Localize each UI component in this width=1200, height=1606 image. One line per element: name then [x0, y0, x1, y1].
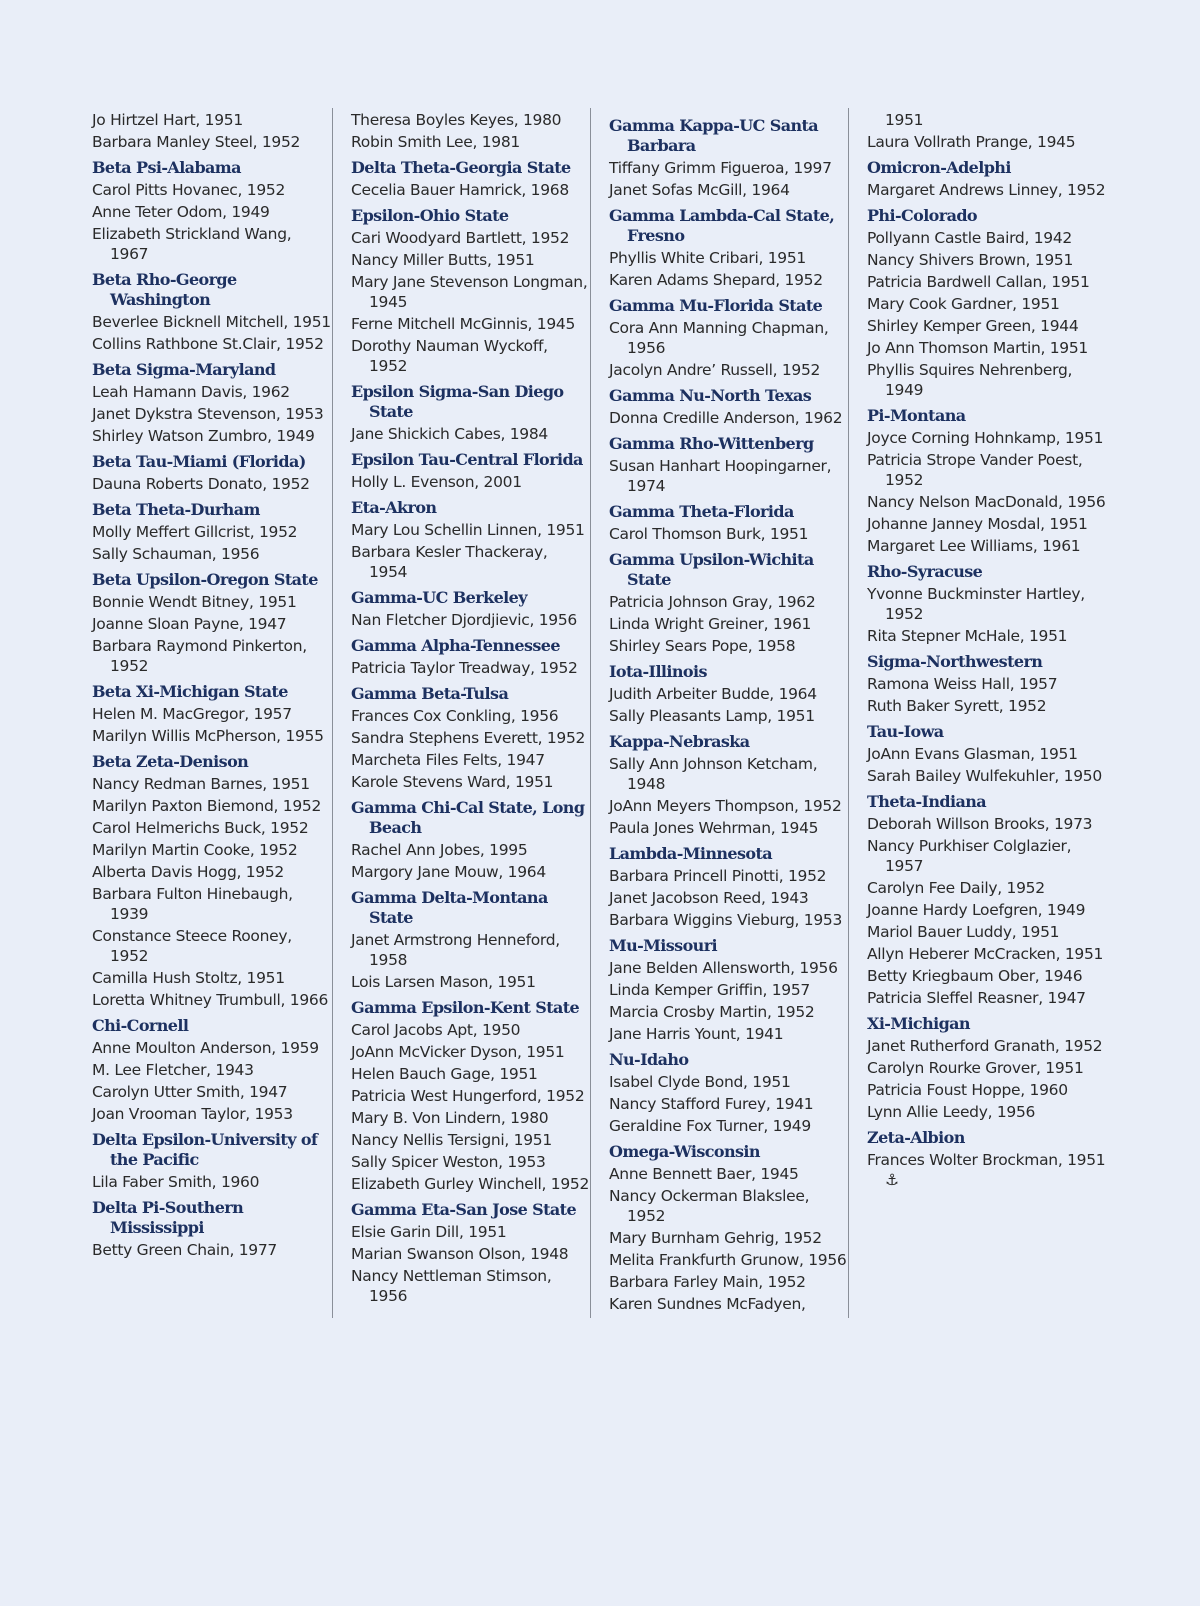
chapter-heading: Zeta-Albion: [867, 1128, 965, 1147]
member-entry: Shirley Sears Pope, 1958: [609, 637, 796, 655]
member-entry: Patricia Sleffel Reasner, 1947: [867, 989, 1086, 1007]
member-entry: Janet Dykstra Stevenson, 1953: [92, 405, 324, 423]
member-entry: Molly Meffert Gillcrist, 1952: [92, 523, 298, 541]
member-entry: Betty Green Chain, 1977: [92, 1241, 277, 1259]
member-entry: Nancy Redman Barnes, 1951: [92, 775, 310, 793]
member-entry: Holly L. Evenson, 2001: [351, 473, 522, 491]
member-entry: Leah Hamann Davis, 1962: [92, 383, 290, 401]
chapter-heading: Gamma Mu-Florida State: [609, 296, 823, 315]
member-entry: Lynn Allie Leedy, 1956: [867, 1103, 1036, 1121]
member-entry: Janet Sofas McGill, 1964: [609, 181, 790, 199]
member-entry: Rachel Ann Jobes, 1995: [351, 841, 528, 859]
member-entry: Frances Cox Conkling, 1956: [351, 707, 559, 725]
member-entry: Carol Jacobs Apt, 1950: [351, 1021, 521, 1039]
member-entry: Jane Belden Allensworth, 1956: [609, 959, 838, 977]
member-entry: Nan Fletcher Djordjievic, 1956: [351, 611, 577, 629]
member-entry: Patricia Foust Hoppe, 1960: [867, 1081, 1068, 1099]
member-entry: Nancy Ockerman Blakslee, 1952: [609, 1187, 810, 1225]
member-entry: Marilyn Willis McPherson, 1955: [92, 727, 324, 745]
member-entry: Nancy Purkhiser Colglazier, 1957: [867, 837, 1072, 875]
chapter-heading: Eta-Akron: [351, 498, 437, 517]
member-entry: Ruth Baker Syrett, 1952: [867, 697, 1047, 715]
chapter-heading: Kappa-Nebraska: [609, 732, 750, 751]
member-entry: Marian Swanson Olson, 1948: [351, 1245, 569, 1263]
member-entry: Patricia Taylor Treadway, 1952: [351, 659, 578, 677]
member-entry: Ferne Mitchell McGinnis, 1945: [351, 315, 576, 333]
member-entry: Barbara Kesler Thackeray, 1954: [351, 543, 548, 581]
chapter-heading: Beta Theta-Durham: [92, 500, 260, 519]
member-entry: Ramona Weiss Hall, 1957: [867, 675, 1058, 693]
member-entry: Sally Schauman, 1956: [92, 545, 260, 563]
member-entry: Robin Smith Lee, 1981: [351, 133, 520, 151]
member-entry: Janet Armstrong Henneford, 1958: [351, 931, 560, 969]
member-entry: Allyn Heberer McCracken, 1951: [867, 945, 1104, 963]
member-entry: Mary Lou Schellin Linnen, 1951: [351, 521, 585, 539]
member-entry: Joyce Corning Hohnkamp, 1951: [867, 429, 1104, 447]
member-entry: Barbara Manley Steel, 1952: [92, 133, 301, 151]
chapter-heading: Gamma Delta-Montana State: [351, 888, 548, 927]
chapter-heading: Gamma Nu-North Texas: [609, 386, 812, 405]
member-entry: Karen Sundnes McFadyen,: [609, 1295, 806, 1313]
column-1: [92, 108, 332, 1318]
member-entry: Mary Burnham Gehrig, 1952: [609, 1229, 822, 1247]
chapter-heading: Gamma Lambda-Cal State, Fresno: [609, 206, 835, 245]
member-entry: Carol Helmerichs Buck, 1952: [92, 819, 309, 837]
chapter-heading: Tau-Iowa: [867, 722, 944, 741]
member-entry: Camilla Hush Stoltz, 1951: [92, 969, 285, 987]
member-entry: Melita Frankfurth Grunow, 1956: [609, 1251, 847, 1269]
chapter-heading: Beta Tau-Miami (Florida): [92, 452, 306, 471]
member-entry: Dorothy Nauman Wyckoff, 1952: [351, 337, 548, 375]
member-entry: Nancy Stafford Furey, 1941: [609, 1095, 814, 1113]
chapter-heading: Delta Theta-Georgia State: [351, 158, 571, 177]
member-entry: Carolyn Utter Smith, 1947: [92, 1083, 288, 1101]
member-entry: Patricia West Hungerford, 1952: [351, 1087, 585, 1105]
member-entry: Pollyann Castle Baird, 1942: [867, 229, 1072, 247]
chapter-heading: Epsilon-Ohio State: [351, 206, 509, 225]
chapter-heading: Gamma Alpha-Tennessee: [351, 636, 560, 655]
member-entry: Jane Harris Yount, 1941: [609, 1025, 784, 1043]
member-entry: Shirley Watson Zumbro, 1949: [92, 427, 315, 445]
chapter-heading: Pi-Montana: [867, 406, 966, 425]
member-entry: Jacolyn Andre’ Russell, 1952: [609, 361, 821, 379]
in-memoriam-list: [92, 108, 1112, 1318]
chapter-heading: Gamma Rho-Wittenberg: [609, 434, 814, 453]
member-entry: Linda Wright Greiner, 1961: [609, 615, 812, 633]
member-entry: Mary B. Von Lindern, 1980: [351, 1109, 549, 1127]
member-entry: Paula Jones Wehrman, 1945: [609, 819, 819, 837]
chapter-heading: Phi-Colorado: [867, 206, 977, 225]
chapter-heading: Rho-Syracuse: [867, 562, 983, 581]
member-entry: Barbara Princell Pinotti, 1952: [609, 867, 827, 885]
member-entry: Barbara Wiggins Vieburg, 1953: [609, 911, 843, 929]
member-entry: Carol Thomson Burk, 1951: [609, 525, 809, 543]
chapter-heading: Beta Rho-George Washington: [92, 270, 237, 309]
member-entry: Mary Cook Gardner, 1951: [867, 295, 1060, 313]
chapter-heading: Beta Psi-Alabama: [92, 158, 241, 177]
member-entry: Carolyn Fee Daily, 1952: [867, 879, 1045, 897]
member-entry: Laura Vollrath Prange, 1945: [867, 133, 1076, 151]
member-entry: Janet Jacobson Reed, 1943: [609, 889, 809, 907]
chapter-heading: Gamma Chi-Cal State, Long Beach: [351, 798, 585, 837]
member-entry: Nancy Nellis Tersigni, 1951: [351, 1131, 552, 1149]
member-entry: Johanne Janney Mosdal, 1951: [867, 515, 1088, 533]
chapter-heading: Sigma-Northwestern: [867, 652, 1043, 671]
member-entry: Geraldine Fox Turner, 1949: [609, 1117, 811, 1135]
member-entry: JoAnn Meyers Thompson, 1952: [609, 797, 842, 815]
member-entry: Bonnie Wendt Bitney, 1951: [92, 593, 297, 611]
member-entry: Marilyn Paxton Biemond, 1952: [92, 797, 322, 815]
member-entry: Helen M. MacGregor, 1957: [92, 705, 292, 723]
member-entry: Phyllis White Cribari, 1951: [609, 249, 806, 267]
member-entry: 1951: [885, 111, 924, 129]
member-entry: Frances Wolter Brockman, 1951 ⚓: [867, 1151, 1106, 1189]
member-entry: Cora Ann Manning Chapman, 1956: [609, 319, 829, 357]
member-entry: Margory Jane Mouw, 1964: [351, 863, 546, 881]
member-entry: Yvonne Buckminster Hartley, 1952: [867, 585, 1085, 623]
member-entry: JoAnn McVicker Dyson, 1951: [351, 1043, 565, 1061]
column-2: [332, 108, 590, 1318]
chapter-heading: Omega-Wisconsin: [609, 1142, 760, 1161]
member-entry: Marcheta Files Felts, 1947: [351, 751, 545, 769]
chapter-heading: Gamma Eta-San Jose State: [351, 1200, 577, 1219]
member-entry: Deborah Willson Brooks, 1973: [867, 815, 1093, 833]
member-entry: Lois Larsen Mason, 1951: [351, 973, 536, 991]
member-entry: Barbara Raymond Pinkerton, 1952: [92, 637, 307, 675]
column-4: [848, 108, 1106, 1318]
member-entry: Anne Moulton Anderson, 1959: [92, 1039, 319, 1057]
member-entry: Alberta Davis Hogg, 1952: [92, 863, 284, 881]
member-entry: Anne Bennett Baer, 1945: [609, 1165, 799, 1183]
chapter-heading: Lambda-Minnesota: [609, 844, 773, 863]
member-entry: Karole Stevens Ward, 1951: [351, 773, 554, 791]
member-entry: Lila Faber Smith, 1960: [92, 1173, 260, 1191]
member-entry: Beverlee Bicknell Mitchell, 1951: [92, 313, 331, 331]
member-entry: Joanne Hardy Loefgren, 1949: [867, 901, 1086, 919]
member-entry: Isabel Clyde Bond, 1951: [609, 1073, 791, 1091]
member-entry: Theresa Boyles Keyes, 1980: [351, 111, 562, 129]
chapter-heading: Xi-Michigan: [867, 1014, 970, 1033]
chapter-heading: Epsilon Tau-Central Florida: [351, 450, 583, 469]
member-entry: Judith Arbeiter Budde, 1964: [609, 685, 817, 703]
member-entry: Barbara Fulton Hinebaugh, 1939: [92, 885, 293, 923]
member-entry: Margaret Lee Williams, 1961: [867, 537, 1081, 555]
member-entry: Linda Kemper Griffin, 1957: [609, 981, 810, 999]
member-entry: Elizabeth Gurley Winchell, 1952: [351, 1175, 590, 1193]
member-entry: Betty Kriegbaum Ober, 1946: [867, 967, 1083, 985]
chapter-heading: Beta Zeta-Denison: [92, 752, 249, 771]
chapter-heading: Gamma Kappa-UC Santa Barbara: [609, 116, 819, 155]
member-entry: Jane Shickich Cabes, 1984: [351, 425, 548, 443]
chapter-heading: Gamma-UC Berkeley: [351, 588, 527, 607]
chapter-heading: Epsilon Sigma-San Diego State: [351, 382, 564, 421]
member-entry: Elizabeth Strickland Wang, 1967: [92, 225, 292, 263]
member-entry: Rita Stepner McHale, 1951: [867, 627, 1068, 645]
column-3: [590, 108, 848, 1318]
member-entry: Dauna Roberts Donato, 1952: [92, 475, 310, 493]
member-entry: Patricia Strope Vander Poest, 1952: [867, 451, 1083, 489]
member-entry: Sandra Stephens Everett, 1952: [351, 729, 586, 747]
member-entry: Nancy Nettleman Stimson, 1956: [351, 1267, 552, 1305]
member-entry: Nancy Miller Butts, 1951: [351, 251, 535, 269]
member-entry: Phyllis Squires Nehrenberg, 1949: [867, 361, 1073, 399]
chapter-heading: Chi-Cornell: [92, 1016, 189, 1035]
chapter-heading: Iota-Illinois: [609, 662, 707, 681]
member-entry: Nancy Nelson MacDonald, 1956: [867, 493, 1106, 511]
member-entry: Barbara Farley Main, 1952: [609, 1273, 806, 1291]
member-entry: Joanne Sloan Payne, 1947: [92, 615, 287, 633]
member-entry: Jo Ann Thomson Martin, 1951: [867, 339, 1088, 357]
chapter-heading: Gamma Epsilon-Kent State: [351, 998, 580, 1017]
chapter-heading: Mu-Missouri: [609, 936, 718, 955]
member-entry: Helen Bauch Gage, 1951: [351, 1065, 538, 1083]
member-entry: Cecelia Bauer Hamrick, 1968: [351, 181, 569, 199]
member-entry: Sally Spicer Weston, 1953: [351, 1153, 546, 1171]
chapter-heading: Gamma Upsilon-Wichita State: [609, 550, 814, 589]
member-entry: Cari Woodyard Bartlett, 1952: [351, 229, 570, 247]
chapter-heading: Beta Xi-Michigan State: [92, 682, 288, 701]
member-entry: M. Lee Fletcher, 1943: [92, 1061, 254, 1079]
member-entry: Mary Jane Stevenson Longman, 1945: [351, 273, 588, 311]
member-entry: Janet Rutherford Granath, 1952: [867, 1037, 1103, 1055]
chapter-heading: Theta-Indiana: [867, 792, 987, 811]
member-entry: Loretta Whitney Trumbull, 1966: [92, 991, 329, 1009]
member-entry: Constance Steece Rooney, 1952: [92, 927, 292, 965]
member-entry: Carolyn Rourke Grover, 1951: [867, 1059, 1084, 1077]
member-entry: JoAnn Evans Glasman, 1951: [867, 745, 1078, 763]
member-entry: Donna Credille Anderson, 1962: [609, 409, 843, 427]
member-entry: Patricia Johnson Gray, 1962: [609, 593, 816, 611]
member-entry: Sally Pleasants Lamp, 1951: [609, 707, 815, 725]
member-entry: Joan Vrooman Taylor, 1953: [92, 1105, 293, 1123]
member-entry: Susan Hanhart Hoopingarner, 1974: [609, 457, 832, 495]
member-entry: Tiffany Grimm Figueroa, 1997: [609, 159, 832, 177]
member-entry: Sally Ann Johnson Ketcham, 1948: [609, 755, 818, 793]
member-entry: Margaret Andrews Linney, 1952: [867, 181, 1106, 199]
member-entry: Sarah Bailey Wulfekuhler, 1950: [867, 767, 1102, 785]
member-entry: Carol Pitts Hovanec, 1952: [92, 181, 286, 199]
chapter-heading: Delta Epsilon-University of the Pacific: [92, 1130, 318, 1169]
member-entry: Patricia Bardwell Callan, 1951: [867, 273, 1090, 291]
member-entry: Marilyn Martin Cooke, 1952: [92, 841, 298, 859]
member-entry: Marcia Crosby Martin, 1952: [609, 1003, 815, 1021]
chapter-heading: Nu-Idaho: [609, 1050, 689, 1069]
chapter-heading: Gamma Theta-Florida: [609, 502, 794, 521]
member-entry: Karen Adams Shepard, 1952: [609, 271, 823, 289]
member-entry: Shirley Kemper Green, 1944: [867, 317, 1079, 335]
member-entry: Jo Hirtzel Hart, 1951: [92, 111, 243, 129]
chapter-heading: Beta Upsilon-Oregon State: [92, 570, 318, 589]
chapter-heading: Delta Pi-Southern Mississippi: [92, 1198, 244, 1237]
member-entry: Collins Rathbone St.Clair, 1952: [92, 335, 324, 353]
member-entry: Nancy Shivers Brown, 1951: [867, 251, 1074, 269]
chapter-heading: Beta Sigma-Maryland: [92, 360, 276, 379]
member-entry: Elsie Garin Dill, 1951: [351, 1223, 507, 1241]
member-entry: Anne Teter Odom, 1949: [92, 203, 270, 221]
chapter-heading: Omicron-Adelphi: [867, 158, 1011, 177]
chapter-heading: Gamma Beta-Tulsa: [351, 684, 509, 703]
member-entry: Mariol Bauer Luddy, 1951: [867, 923, 1060, 941]
